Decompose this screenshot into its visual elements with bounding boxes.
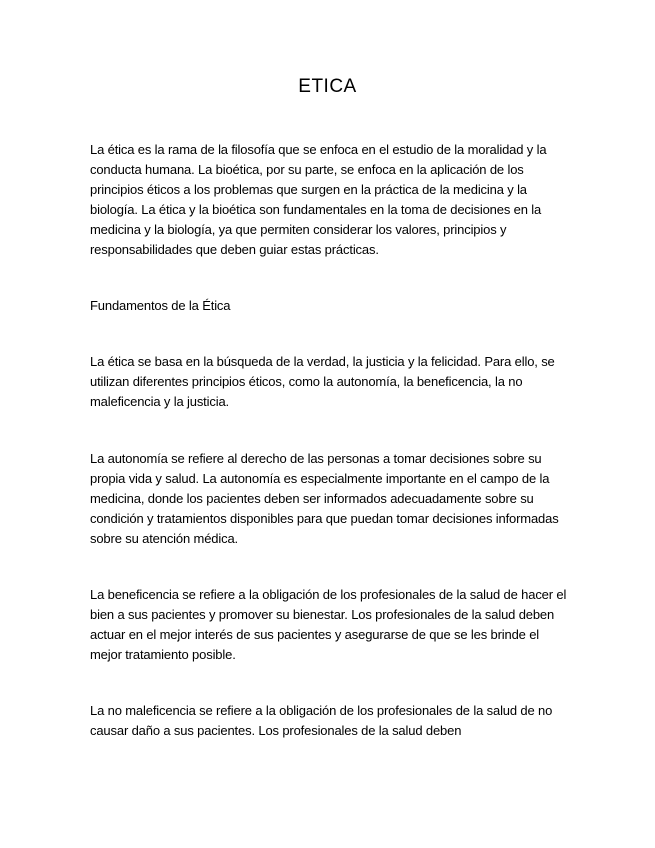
- paragraph-non-maleficence: La no maleficencia se refiere a la obligación de los profesionales de la salud de no causar daño a sus pacientes. Los profesionales de la salud deben: [90, 703, 553, 738]
- section-heading: Fundamentos de la Ética: [90, 298, 231, 313]
- page-title: ETICA: [298, 76, 357, 97]
- intro-paragraph: La ética es la rama de la filosofía que se enfoca en el estudio de la moralidad y la conducta humana. La bioética, por su parte, se enfoca en la aplicación de los principios éticos a los problemas que surgen en la práctica de la medicina y la biología. La ética y la bioética son fundamentales en la toma de decisiones en la medicina y la biología, ya que permiten considerar los valores, principios y responsabilidades que deben guiar estas prácticas.: [90, 142, 547, 257]
- paragraph-beneficence: La beneficencia se refiere a la obligación de los profesionales de la salud de hacer el bien a sus pacientes y promover su bienestar. Los profesionales de la salud deben actuar en el mejor interés de sus pacientes y asegurarse de que se les brinde el mejor tratamiento posible.: [90, 587, 567, 662]
- paragraph-autonomy: La autonomía se refiere al derecho de las personas a tomar decisiones sobre su propia vida y salud. La autonomía es especialmente importante en el campo de la medicina, donde los pacientes deben ser informados adecuadamente sobre su condición y tratamientos disponibles para que puedan tomar decisiones informadas sobre su atención médica.: [90, 451, 559, 546]
- paragraph-principles: La ética se basa en la búsqueda de la verdad, la justicia y la felicidad. Para ello, se utilizan diferentes principios éticos, como la autonomía, la beneficencia, la no maleficencia y la justicia.: [90, 354, 555, 409]
